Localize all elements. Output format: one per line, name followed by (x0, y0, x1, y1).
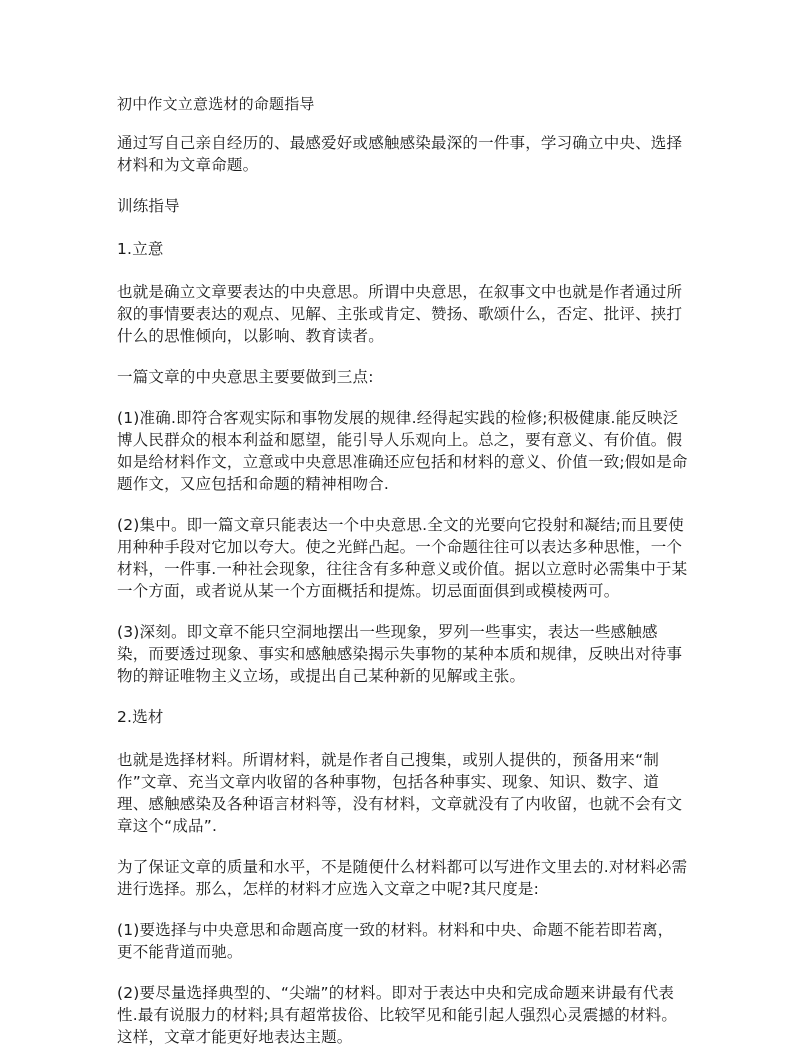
paragraph-criterion-2: (2)要尽量选择典型的、“尖端”的材料。即对于表达中央和完成命题来讲最有代表性.最有说服力的材料;具有超常拔俗、比较罕见和能引起人强烈心灵震撼的材料。这样，文章才能更好地表达主题。 (117, 984, 678, 1046)
document-title: 初中作文立意选材的命题指导 (117, 95, 315, 113)
paragraph-point-focused: (2)集中。即一篇文章只能表达一个中央意思.全文的光要向它投射和凝结;而且要使用种种手段对它加以夸大。使之光鲜凸起。一个命题往往可以表达多种思惟，一个材料，一件事.一种社会现象，往往含有多种意义或价值。据以立意时必需集中于某一个方面，或者说从某一个方面概括和提炼。切忌面面俱到或模棱两可。 (117, 516, 688, 600)
paragraph-point-deep: (3)深刻。即文章不能只空洞地摆出一些现象，罗列一些事实，表达一些感触感染，而要透过现象、事实和感触感染揭示失事物的某种本质和规律，反映出对待事物的辩证唯物主义立场，或提出自己某种新的见解或主张。 (117, 623, 683, 685)
paragraph-criterion-1: (1)要选择与中央意思和命题高度一致的材料。材料和中央、命题不能若即若离，更不能背道而驰。 (117, 921, 674, 961)
paragraph-lizhi-definition: 也就是确立文章要表达的中央意思。所谓中央意思，在叙事文中也就是作者通过所叙的事情要表达的观点、见解、主张或肯定、赞扬、歌颂什么，否定、批评、挟打什么的思惟倾向，以影响、教育读者。 (117, 283, 683, 345)
paragraph-selection-standard: 为了保证文章的质量和水平，不是随便什么材料都可以写进作文里去的.对材料必需进行选择。那么，怎样的材料才应选入文章之中呢?其尺度是: (117, 858, 688, 898)
paragraph-point-accurate: (1)准确.即符合客观实际和事物发展的规律.经得起实践的检修;积极健康.能反映泛博人民群众的根本利益和愿望，能引导人乐观向上。总之，要有意义、有价值。假如是给材料作文，立意或中央意思准确还应包括和材料的意义、价值一致;假如是命题作文，又应包括和命题的精神相吻合. (117, 409, 688, 493)
heading-training-guide: 训练指导 (117, 197, 180, 215)
paragraph-intro: 通过写自己亲自经历的、最感爱好或感触感染最深的一件事，学习确立中央、选择材料和为文章命题。 (117, 134, 683, 174)
heading-lizhi: 1.立意 (117, 240, 164, 258)
heading-xuancai: 2.选材 (117, 708, 164, 726)
paragraph-xuancai-definition: 也就是选择材料。所谓材料，就是作者自己搜集，或别人提供的，预备用来“制作”文章、充当文章内收留的各种事物，包括各种事实、现象、知识、数字、道理、感触感染及各种语言材料等，没有材料，文章就没有了内收留，也就不会有文章这个“成品”. (117, 751, 683, 835)
paragraph-three-points: 一篇文章的中央意思主要要做到三点: (117, 368, 374, 386)
